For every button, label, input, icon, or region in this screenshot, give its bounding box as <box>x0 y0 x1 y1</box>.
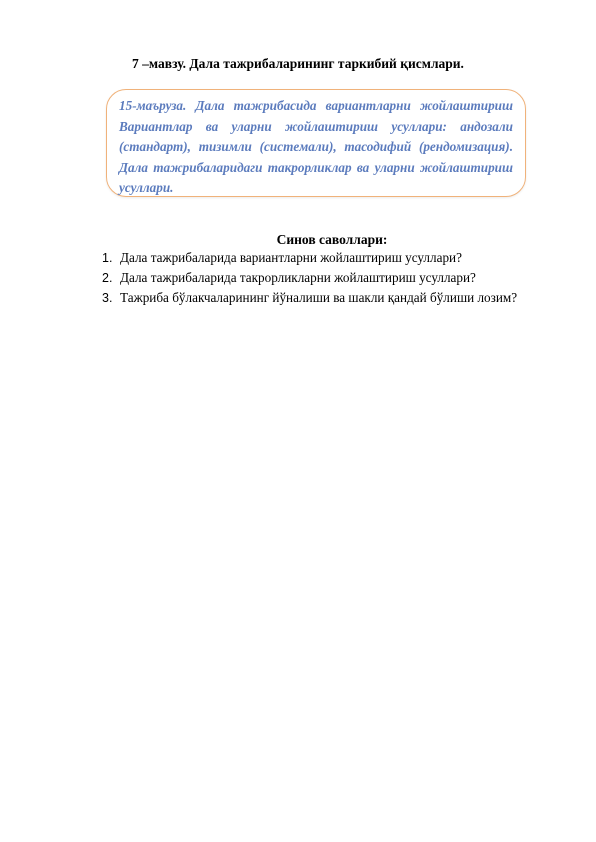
question-item-1 <box>102 248 517 268</box>
lecture-description: 15-маъруза. Дала тажрибасида вариантларни жойлаштириш Вариантлар ва уларни жойлаштириш усуллари: андозали (стандарт), тизимли (систeмали), тасодифий (рендомизация). Дала тажрибаларидаги такрорликлар ва уларни жойлаштириш усуллари. <box>119 98 513 195</box>
question-text: Дала тажрибаларида такрорликларни жойлаштириш усуллари? <box>120 270 476 285</box>
lecture-callout-box <box>106 89 526 197</box>
question-number: 2. <box>102 271 113 285</box>
question-item-3 <box>102 288 517 308</box>
question-text: Тажриба бўлакчаларининг йўналиши ва шакли қандай бўлиши лозим? <box>120 290 518 305</box>
question-number: 3. <box>102 291 113 305</box>
question-text: Дала тажрибаларида вариантларни жойлаштириш усуллари? <box>120 250 462 265</box>
page-title: 7 –мавзу. Дала тажрибаларининг таркибий қисмлари. <box>132 56 464 71</box>
question-number: 1. <box>102 251 113 265</box>
questions-list <box>102 248 517 308</box>
questions-heading: Синов саволлари: <box>276 232 388 247</box>
question-item-2 <box>102 268 517 288</box>
